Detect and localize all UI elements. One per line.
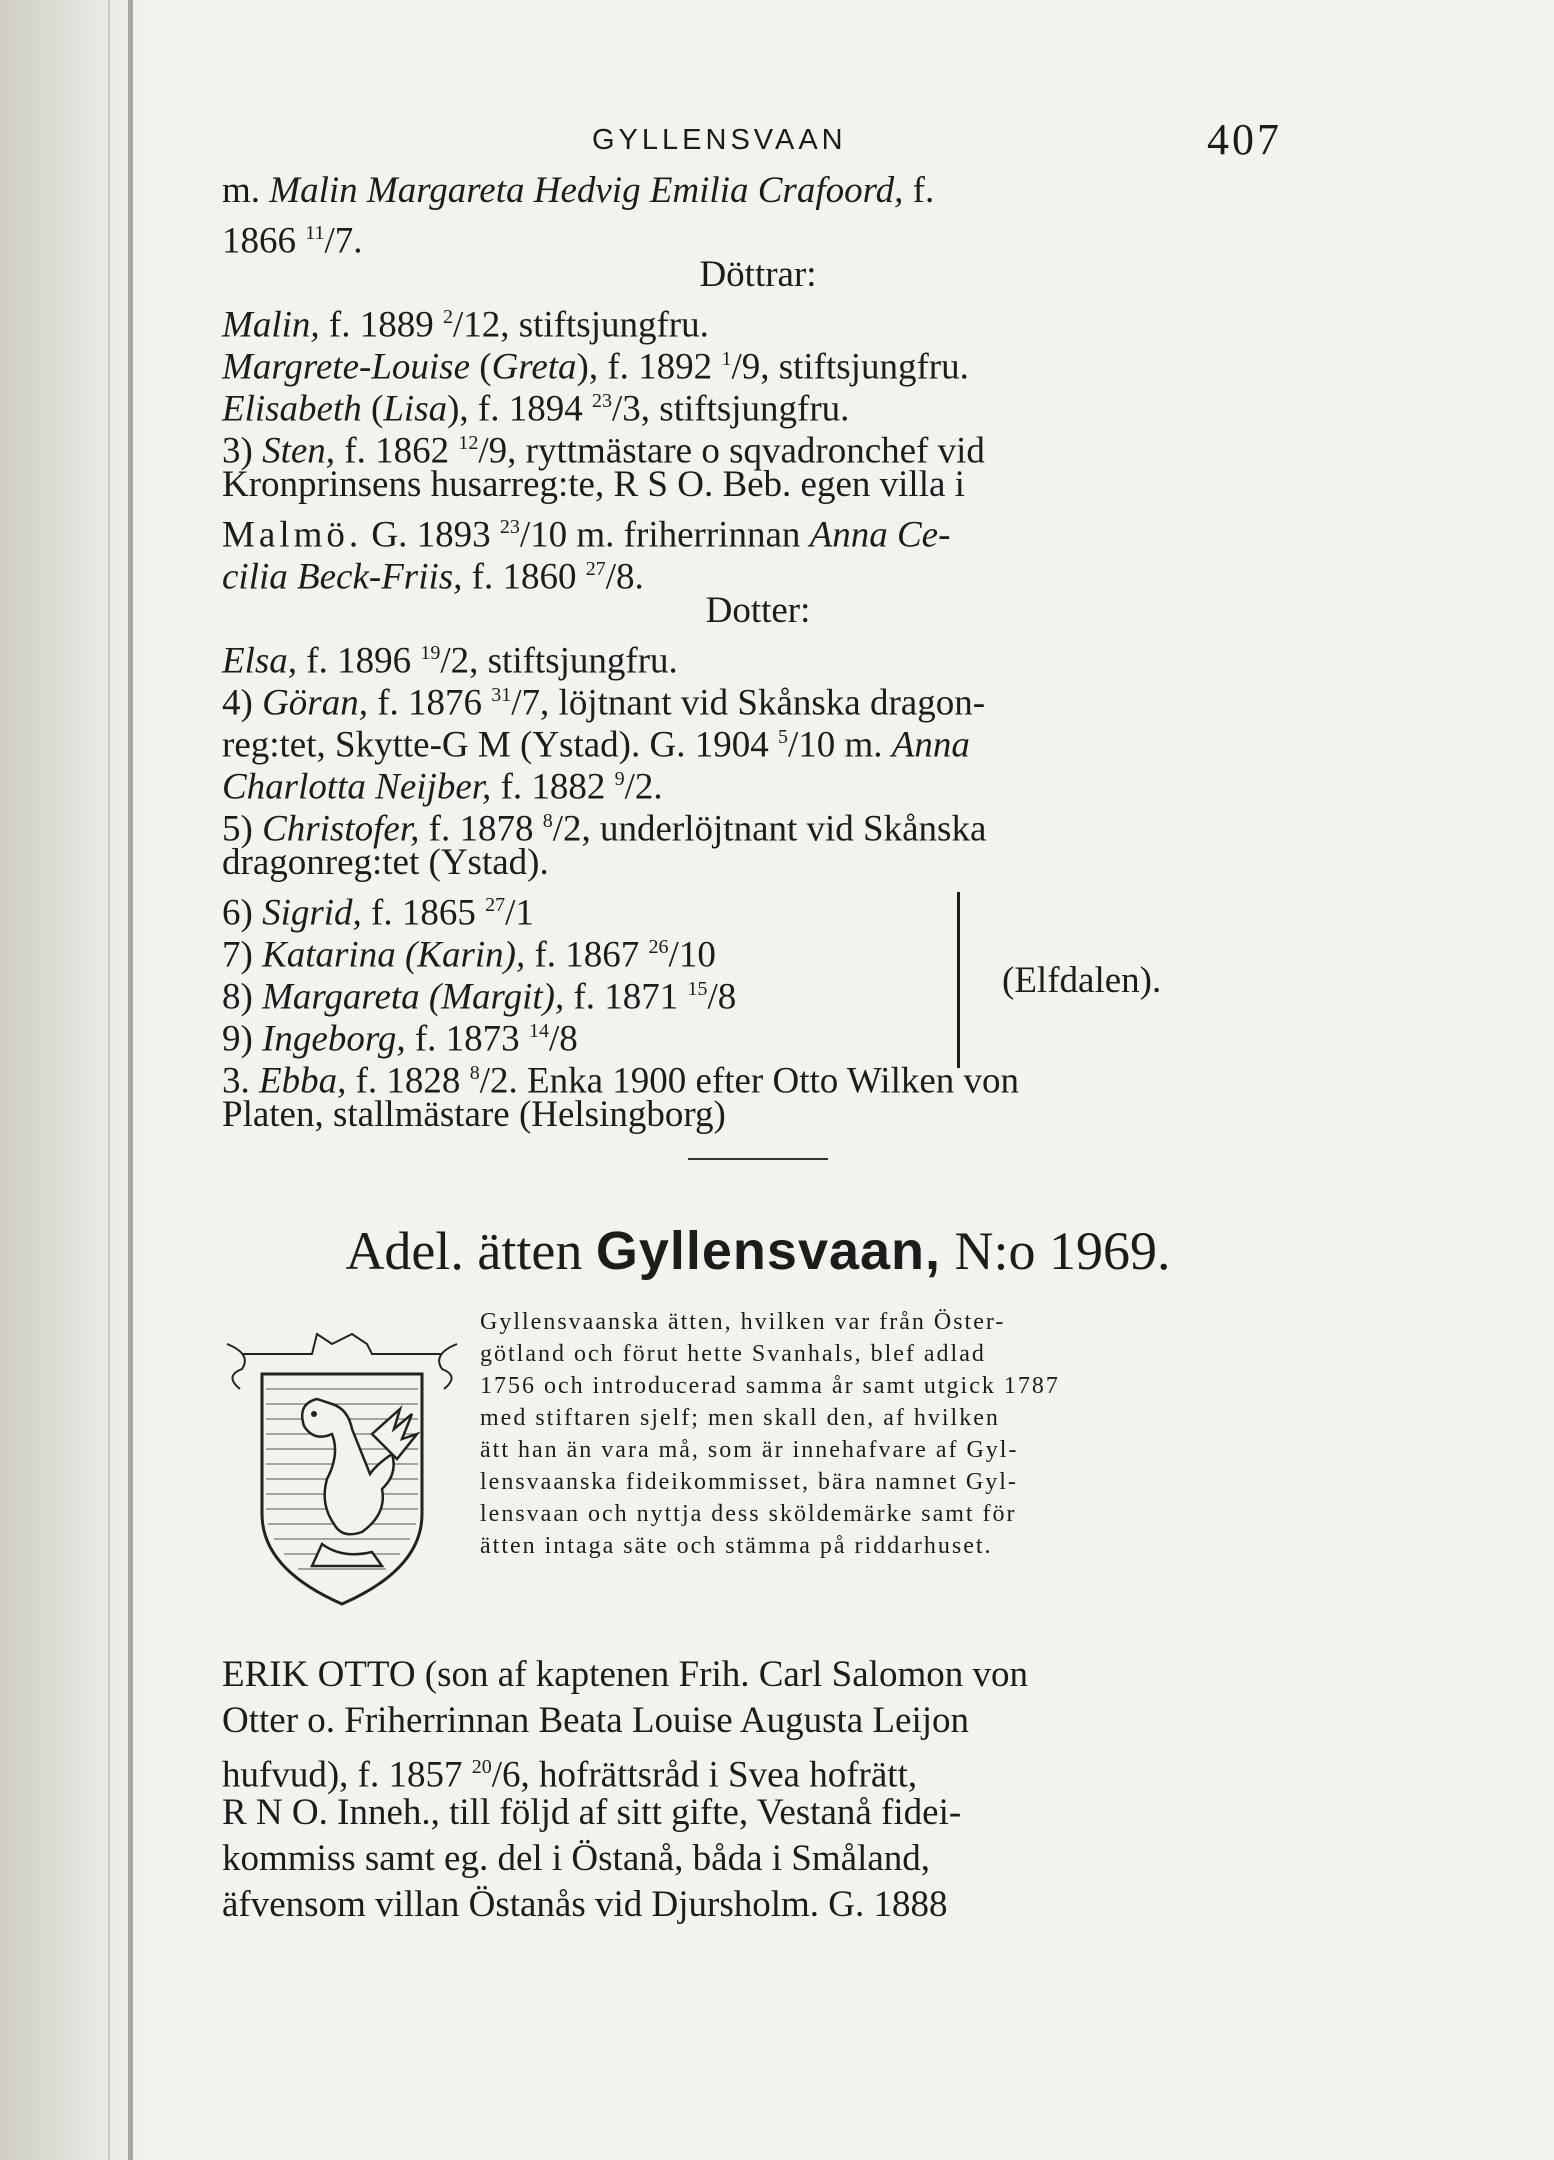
book-page <box>222 110 1294 1930</box>
text-line: 8) Margareta (Margit), f. 1871 $^{15}$/8 <box>222 976 737 1018</box>
arms-block <box>222 1306 1294 1636</box>
text-line: Otter o. Friherrinnan Beata Louise Augusta Leijon <box>222 1700 970 1741</box>
text-line: ERIK OTTO (son af kaptenen Frih. Carl Salomon von <box>222 1654 1028 1695</box>
running-head: GYLLENSVAAN <box>592 124 847 156</box>
text-line: reg:tet, Skytte-G M (Ystad). G. 1904 $^5$/10 m. Anna <box>222 724 970 766</box>
text-line: 7) Katarina (Karin), f. 1867 $^{26}$/10 <box>222 934 716 976</box>
text-line: 3. Ebba, f. 1828 $^8$/2. Enka 1900 efter Otto Wilken von <box>222 1060 1020 1102</box>
text-line: Malin, f. 1889 $^2$/12, stiftsjungfru. <box>222 304 709 346</box>
text-line: 3) Sten, f. 1862 $^{12}$/9, ryttmästare o sqvadronchef vid <box>222 430 985 472</box>
text-line: Platen, stallmästare (Helsingborg) <box>222 1094 726 1135</box>
subheading-dottrar: Döttrar: <box>699 254 817 295</box>
section-title: Adel. ätten Gyllensvaan, N:o 1969. <box>345 1221 1171 1281</box>
text-line: 5) Christofer, f. 1878 $^8$/2, underlöjtnant vid Skånska <box>222 808 987 850</box>
text-line: Margrete-Louise (Greta), f. 1892 $^1$/9, stiftsjungfru. <box>222 346 969 388</box>
text-line: 6) Sigrid, f. 1865 $^{27}$/1 <box>222 892 534 934</box>
text-line: m. Malin Margareta Hedvig Emilia Crafoord, f. <box>222 170 935 211</box>
arms-text-line: Gyllensvaanska ätten, hvilken var från Öster- <box>480 1309 1006 1335</box>
arms-text-line: ätt han än vara må, som är innehafvare af Gyl- <box>480 1437 1019 1463</box>
arms-text-line: 1756 och introducerad samma år samt utgick 1787 <box>480 1373 1060 1399</box>
arms-text-line: lensvaanska fideikommisset, bära namnet Gyl- <box>480 1469 1018 1495</box>
text-line: R N O. Inneh., till följd af sitt gifte, Vestanå fidei- <box>222 1792 962 1833</box>
section-divider <box>688 1158 828 1160</box>
text-line: kommiss samt eg. del i Östanå, båda i Småland, <box>222 1838 931 1879</box>
text-line: Kronprinsens husarreg:te, R S O. Beb. egen villa i <box>222 464 965 505</box>
text-line: dragonreg:tet (Ystad). <box>222 842 549 883</box>
text-line: Elisabeth (Lisa), f. 1894 $^{23}$/3, stiftsjungfru. <box>222 388 850 430</box>
arms-text-line: lensvaan och nyttja dess sköldemärke samt för <box>480 1501 1017 1527</box>
arms-text-line: med stiftaren sjelf; men skall den, af hvilken <box>480 1405 1000 1431</box>
body-paragraph <box>222 1654 1294 1930</box>
page-number: 407 <box>1207 115 1282 164</box>
arms-text-line: ätten intaga säte och stämma på riddarhuset. <box>480 1533 993 1559</box>
bracketed-sisters <box>222 884 1294 1060</box>
genealogy-entries <box>222 170 1294 1136</box>
text-line: cilia Beck-Friis, f. 1860 $^{27}$/8. <box>222 556 644 598</box>
arms-text-line: götland och förut hette Svanhals, blef adlad <box>480 1341 986 1367</box>
binding-line <box>108 0 110 2160</box>
text-line: Elsa, f. 1896 $^{19}$/2, stiftsjungfru. <box>222 640 678 682</box>
page-header <box>222 110 1294 170</box>
book-binding-edge <box>0 0 150 2160</box>
text-line: hufvud), f. 1857 $^{20}$/6, hofrättsråd i Svea hofrätt, <box>222 1754 918 1796</box>
binding-shadow <box>128 0 133 2160</box>
brace-line <box>957 892 960 1068</box>
text-line: 9) Ingeborg, f. 1873 $^{14}$/8 <box>222 1018 578 1060</box>
text-line: 1866 $^{11}$/7. <box>222 220 363 262</box>
bracket-label: (Elfdalen). <box>1002 960 1162 1001</box>
text-line: 4) Göran, f. 1876 $^{31}$/7, löjtnant vid Skånska dragon- <box>222 682 986 724</box>
text-line: Malmö. G. 1893 $^{23}$/10 m. friherrinnan Anna Ce- <box>222 514 951 556</box>
text-line: äfvensom villan Östanås vid Djursholm. G. 1888 <box>222 1884 948 1925</box>
subheading-dotter: Dotter: <box>705 590 811 631</box>
text-line: Charlotta Neijber, f. 1882 $^9$/2. <box>222 766 663 808</box>
coat-of-arms-icon <box>222 1314 462 1624</box>
arms-description <box>480 1306 1292 1562</box>
